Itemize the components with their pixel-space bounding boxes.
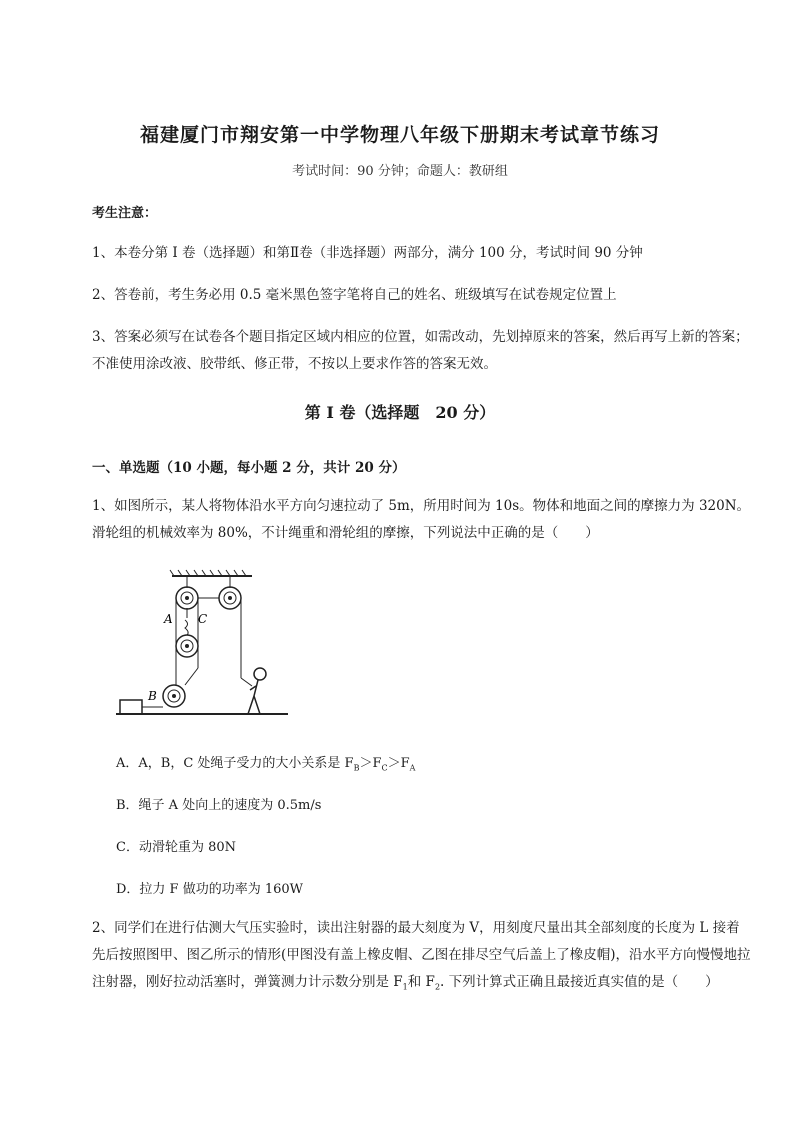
q1-option-a-gt: ＞F [359, 756, 382, 771]
q1-option-a-gt2: ＞F [387, 756, 410, 771]
part-heading: 一、单选题（10 小题，每小题 2 分，共计 20 分） [92, 460, 406, 476]
sub-2: 2 [434, 982, 441, 992]
pulley-figure [112, 568, 292, 720]
page-title: 福建厦门市翔安第一中学物理八年级下册期末考试章节练习 [139, 124, 660, 146]
q1-option-d[interactable]: D．拉力 F 做功的功率为 160W [116, 882, 304, 897]
q2-text-mid: 和 F [407, 974, 435, 990]
notice-item-3: 3、答案必须写在试卷各个题目指定区域内相应的位置，如需改动，先划掉原来的答案，然后再写上新的答案；不准使用涂改液、胶带纸、修正带，不按以上要求作答的答案无效。 [92, 329, 749, 372]
notice-item-2: 2、答卷前，考生务必用 0.5 毫米黑色签字笔将自己的姓名、班级填写在试卷规定位置上 [92, 287, 617, 303]
q1-option-c[interactable]: C．动滑轮重为 80N [116, 840, 236, 855]
notice-item-1: 1、本卷分第 I 卷（选择题）和第Ⅱ卷（非选择题）两部分，满分 100 分，考试时间 90 分钟 [92, 245, 643, 261]
label-b: B [148, 689, 157, 703]
q1-option-a[interactable] [116, 752, 415, 773]
section-title: 第 I 卷（选择题 20 分） [304, 403, 496, 422]
q2-text-suffix: . 下列计算式正确且最接近真实值的是（ ） [440, 974, 719, 990]
question-2-text [92, 915, 752, 1001]
sub-1: 1 [402, 982, 408, 992]
label-a: A [164, 612, 173, 626]
sub-c: C [381, 763, 388, 773]
notice-heading: 考生注意： [92, 206, 158, 221]
label-c: C [198, 612, 208, 626]
q1-option-b[interactable]: B．绳子 A 处向上的速度为 0.5m/s [116, 798, 322, 813]
question-1-text: 1、如图所示，某人将物体沿水平方向匀速拉动了 5m，所用时间为 10s。物体和地面之间的摩擦力为 320N。滑轮组的机械效率为 80%，不计绳重和滑轮组的摩擦，下列说法中正确的是（ ） [92, 498, 751, 541]
q1-option-a-text: A．A，B，C 处绳子受力的大小关系是 F [116, 756, 354, 771]
exam-subtitle: 考试时间：90 分钟；命题人：教研组 [292, 164, 508, 179]
sub-a: A [409, 763, 416, 773]
sub-b: B [353, 763, 360, 773]
q2-text-prefix: 2、同学们在进行估测大气压实验时，读出注射器的最大刻度为 V，用刻度尺量出其全部刻度的长度为 L 接着先后按照图甲、图乙所示的情形(甲图没有盖上橡皮帽、乙图在排尽空气后盖上了橡皮帽)，沿水平方向慢慢地拉注射器，刚好拉动活塞时，弹簧测力计示数分别是 F [92, 920, 751, 990]
